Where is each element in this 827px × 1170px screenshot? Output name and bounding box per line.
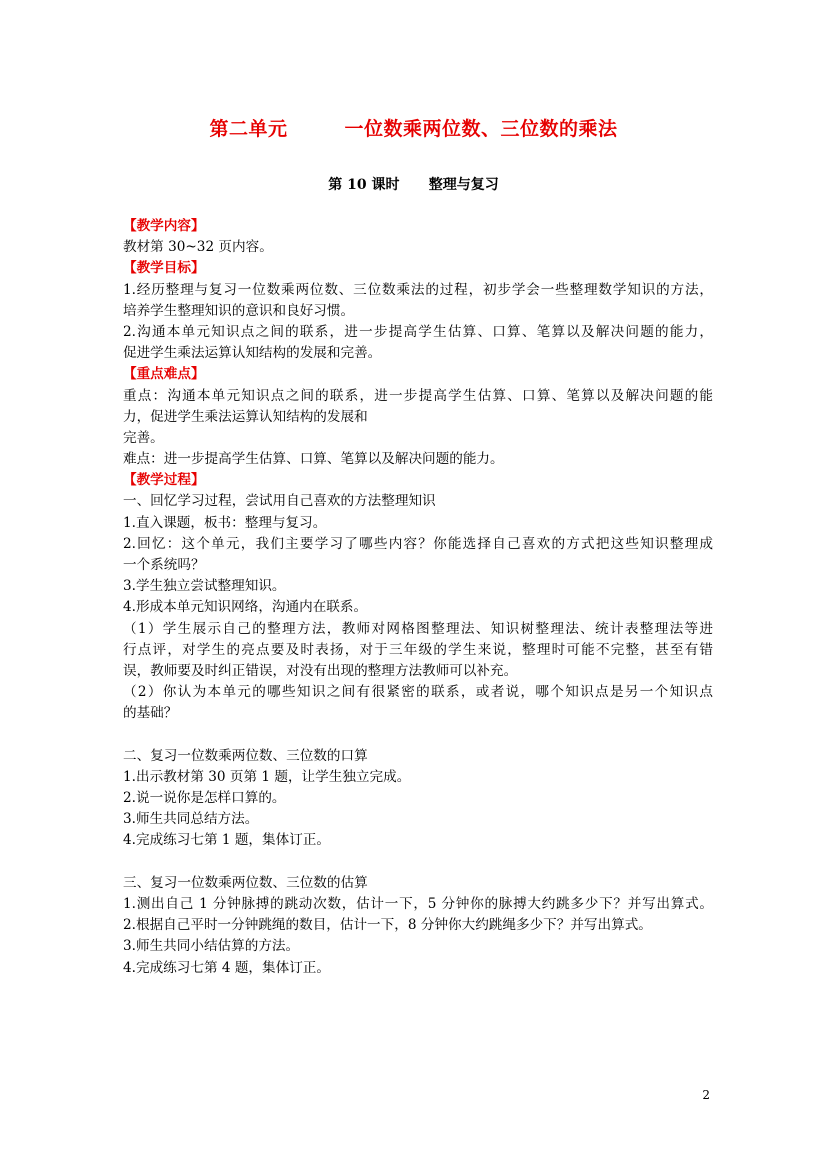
paragraph-line: 2.根据自己平时一分钟跳绳的数目，估计一下，8 分钟你大约跳绳多少下？并写出算式。 (123, 917, 652, 934)
paragraph-line: 2.沟通本单元知识点之间的联系，进一步提高学生估算、口算、笔算以及解决问题的能力， (123, 323, 713, 340)
paragraph-line: 4.完成练习七第 4 题，集体订正。 (123, 959, 330, 976)
section-heading-key-points: 【重点难点】 (123, 366, 205, 383)
page-number: 2 (702, 1088, 710, 1102)
paragraph-line: 2.回忆：这个单元，我们主要学习了哪些内容？你能选择自己喜欢的方式把这些知识整理成 (123, 535, 713, 552)
paragraph-line: 3.师生共同小结估算的方法。 (123, 938, 300, 955)
paragraph-line: 完善。 (123, 429, 164, 446)
paragraph-line: 重点：沟通本单元知识点之间的联系，进一步提高学生估算、口算、笔算以及解决问题的能 (123, 387, 713, 404)
paragraph-line: 2.说一说你是怎样口算的。 (123, 790, 286, 807)
lesson-subtitle: 第 10 课时 整理与复习 (328, 177, 499, 193)
blank-line (123, 725, 713, 746)
paragraph-line: 3.学生独立尝试整理知识。 (123, 578, 286, 595)
subsection-title: 二、复习一位数乘两位数、三位数的口算 (123, 747, 368, 764)
paragraph-line: 难点：进一步提高学生估算、口算、笔算以及解决问题的能力。 (123, 451, 504, 468)
unit-title: 第二单元 一位数乘两位数、三位数的乘法 (209, 118, 618, 140)
paragraph-line: 误，教师要及时纠正错误，对没有出现的整理方法教师可以补充。 (123, 662, 518, 679)
paragraph-line: 1.经历整理与复习一位数乘两位数、三位数乘法的过程，初步学会一些整理数学知识的方法， (123, 281, 713, 298)
paragraph-line: 教材第 30~32 页内容。 (123, 239, 273, 256)
paragraph-line: 1.直入课题，板书：整理与复习。 (123, 514, 327, 531)
paragraph-line: （2）你认为本单元的哪些知识之间有很紧密的联系，或者说，哪个知识点是另一个知识点 (123, 684, 713, 701)
paragraph-line: 力，促进学生乘法运算认知结构的发展和 (123, 408, 368, 425)
paragraph-line: 培养学生整理知识的意识和良好习惯。 (123, 302, 355, 319)
paragraph-line: 1.测出自己 1 分钟脉搏的跳动次数，估计一下，5 分钟你的脉搏大约跳多少下？并写出算式。 (123, 896, 713, 912)
paragraph-line: 4.完成练习七第 1 题，集体订正。 (123, 832, 330, 849)
section-heading-goals: 【教学目标】 (123, 260, 205, 277)
section-heading-content: 【教学内容】 (123, 218, 205, 234)
paragraph-line: 行点评，对学生的亮点要及时表扬，对于三年级的学生来说，整理时可能不完整，甚至有错 (123, 641, 713, 658)
section-heading-process: 【教学过程】 (123, 472, 205, 489)
paragraph-line: 的基础？ (123, 705, 178, 722)
subsection-title: 三、复习一位数乘两位数、三位数的估算 (123, 874, 368, 891)
subsection-title: 一、回忆学习过程，尝试用自己喜欢的方法整理知识 (123, 493, 436, 510)
paragraph-line: 促进学生乘法运算认知结构的发展和完善。 (123, 345, 382, 362)
paragraph-line: 一个系统吗？ (123, 557, 205, 573)
paragraph-line: 4.形成本单元知识网络，沟通内在联系。 (123, 599, 368, 616)
paragraph-line: 1.出示教材第 30 页第 1 题，让学生独立完成。 (123, 768, 411, 785)
paragraph-line: （1）学生展示自己的整理方法，教师对网格图整理法、知识树整理法、统计表整理法等进 (123, 620, 713, 637)
document-body (123, 216, 713, 979)
paragraph-line: 3.师生共同总结方法。 (123, 811, 259, 828)
blank-line (123, 852, 713, 873)
